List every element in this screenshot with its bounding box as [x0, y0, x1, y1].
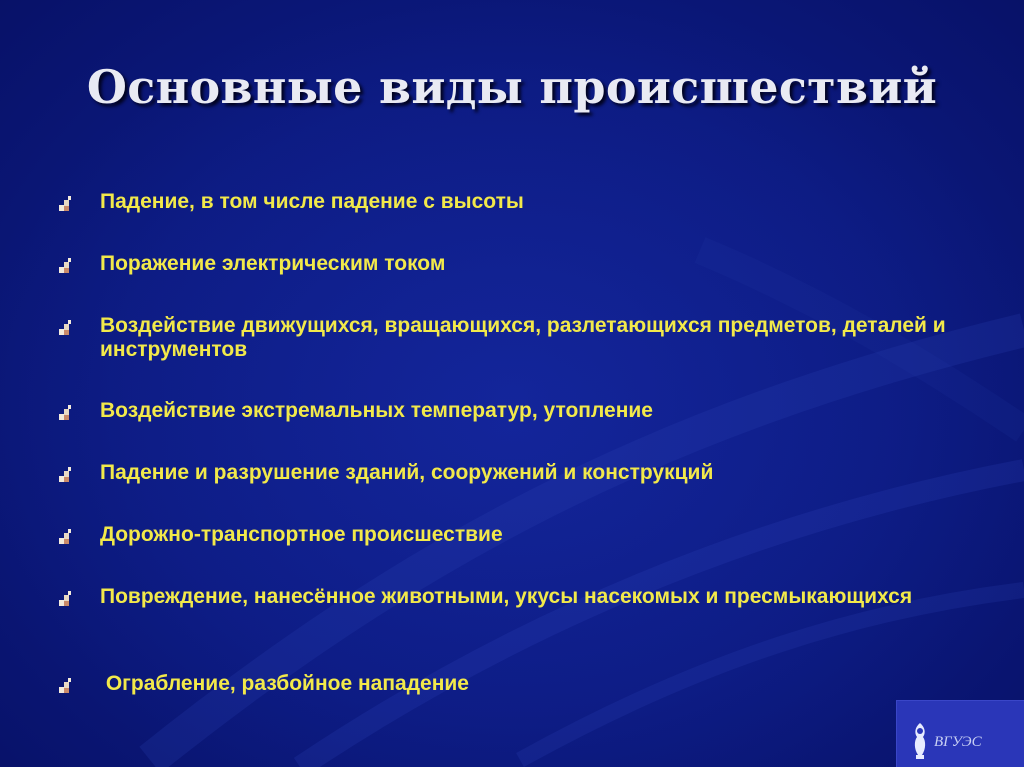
bullet-text: Поражение электрическим током	[100, 252, 446, 275]
bullet-text: Ограбление, разбойное нападение	[100, 672, 469, 695]
stacked-squares-bullet-icon	[58, 405, 72, 421]
stacked-squares-bullet-icon	[58, 529, 72, 545]
university-logo	[896, 700, 1024, 767]
stacked-squares-bullet-icon	[58, 678, 72, 694]
stacked-squares-bullet-icon	[58, 591, 72, 607]
bullet-text: Воздействие движущихся, вращающихся, разлетающихся предметов, деталей и инструментов	[100, 314, 946, 361]
stacked-squares-bullet-icon	[58, 467, 72, 483]
university-emblem-icon	[909, 721, 931, 761]
bullet-text: Падение и разрушение зданий, сооружений и конструкций	[100, 461, 714, 484]
bullet-text: Воздействие экстремальных температур, утопление	[100, 399, 653, 422]
logo-text: ВГУЭС	[934, 734, 982, 750]
bullet-text: Падение, в том числе падение с высоты	[100, 190, 524, 213]
stacked-squares-bullet-icon	[58, 320, 72, 336]
stacked-squares-bullet-icon	[58, 258, 72, 274]
bullet-text: Дорожно-транспортное происшествие	[100, 523, 503, 546]
stacked-squares-bullet-icon	[58, 196, 72, 212]
slide-title: Основные виды происшествий	[86, 60, 938, 114]
bullet-text: Повреждение, нанесённое животными, укусы насекомых и пресмыкающихся	[100, 585, 913, 608]
